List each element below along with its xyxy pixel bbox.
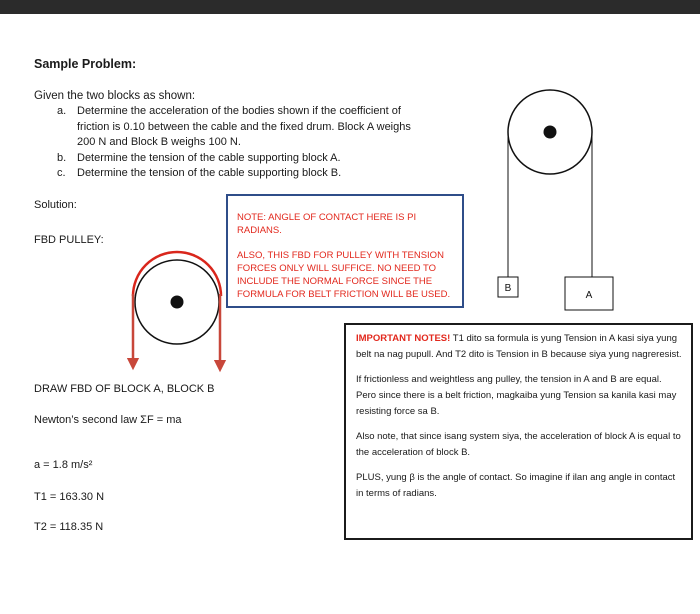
fbd-pulley bbox=[133, 252, 221, 366]
acceleration-result: a = 1.8 m/s² bbox=[34, 459, 93, 471]
t2-result: T2 = 118.35 N bbox=[34, 521, 104, 533]
important-notes-box bbox=[344, 323, 693, 540]
note-paragraph: PLUS, yung β is the angle of contact. So imagine if ilan ang angle in contact in terms of radians. bbox=[356, 472, 676, 499]
given-intro: Given the two blocks as shown: bbox=[34, 90, 196, 102]
system-pulley-hub bbox=[544, 126, 557, 139]
solution-label: Solution: bbox=[34, 199, 77, 211]
t1-result: T1 = 163.30 N bbox=[34, 491, 105, 503]
note-line-2: ALSO, THIS FBD FOR PULLEY WITH TENSION FORCES ONLY WILL SUFFICE. NO NEED TO INCLUDE THE NORMAL FORCE SINCE THE FORMULA FOR BELT FRICTION WILL BE USED. bbox=[237, 250, 451, 300]
note-paragraph: Also note, that since isang system siya, the acceleration of block A is equal to the acceleration of block B. bbox=[356, 431, 681, 458]
newton-second-law: Newton’s second law ΣF = ma bbox=[34, 414, 182, 426]
note-paragraph bbox=[356, 331, 683, 363]
block-b-label: B bbox=[504, 283, 512, 294]
list-marker: a. bbox=[57, 105, 67, 117]
list-item-text: Determine the acceleration of the bodies shown if the coefficient of friction is 0.10 between the cable and the fixed drum. Block A weighs 200 N and Block B weighs 100 N. bbox=[77, 105, 411, 148]
list-marker: c. bbox=[57, 167, 66, 179]
list-item-text: Determine the tension of the cable supporting block A. bbox=[77, 151, 341, 164]
fbd-pulley-label: FBD PULLEY: bbox=[34, 234, 104, 246]
block-a-label: A bbox=[585, 290, 593, 301]
note-paragraph: If frictionless and weightless ang pulley, the tension in A and B are equal. Pero since there is a belt friction, magkaiba yung Tension sa kanila kasi may resisting force sa B. bbox=[356, 374, 677, 417]
list-marker: b. bbox=[57, 151, 67, 164]
note-paragraph-text: T1 dito sa formula is yung Tension in A kasi siya yung belt na nag pupull. And T2 dito is Tension in B because siya yung nagreresist. bbox=[356, 333, 682, 360]
draw-fbd-instruction: DRAW FBD OF BLOCK A, BLOCK B bbox=[34, 383, 215, 395]
fbd-pulley-hub bbox=[171, 296, 184, 309]
list-item-text: Determine the tension of the cable supporting block B. bbox=[77, 167, 342, 179]
system-diagram bbox=[498, 90, 613, 310]
page-title: Sample Problem: bbox=[34, 57, 137, 71]
important-notes-heading: IMPORTANT NOTES! bbox=[356, 333, 451, 344]
note-line-1: NOTE: ANGLE OF CONTACT HERE IS PI RADIANS. bbox=[237, 212, 417, 236]
